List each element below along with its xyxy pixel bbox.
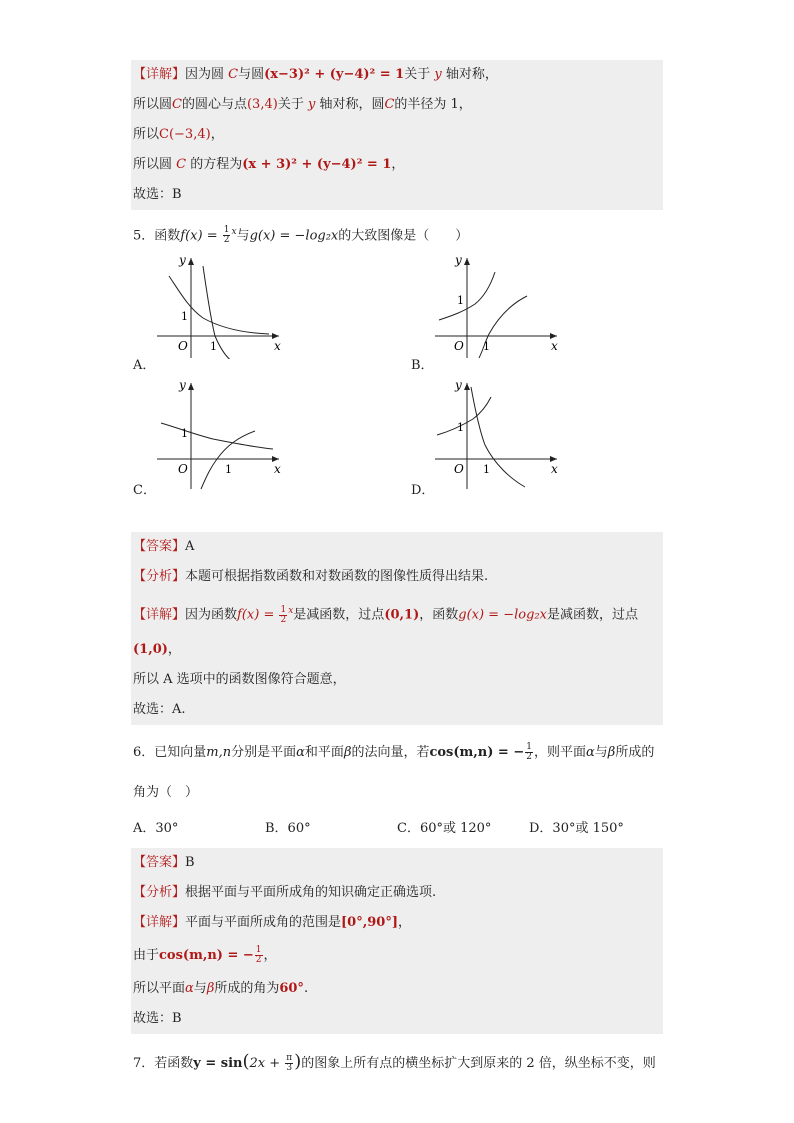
var-C: C (384, 97, 395, 112)
var-y: y (434, 67, 442, 82)
func-f: f(x) = (180, 228, 222, 244)
tick-one-x: 1 (210, 340, 217, 354)
choice-c: C．60°或 120° (397, 820, 492, 836)
text: 所以圆 (133, 97, 173, 112)
text: 因为函数 (185, 607, 238, 623)
var-C: C (228, 67, 239, 82)
q6-analysis-line (131, 878, 663, 908)
text: ， (167, 641, 181, 657)
analysis-tag: 【分析】 (133, 569, 186, 585)
text: 是减函数，过点 (293, 607, 385, 623)
option-d-label: D． (411, 483, 435, 499)
text: 角为（ ） (133, 784, 199, 800)
var-beta: β (206, 980, 215, 996)
axis-y-label: y (455, 379, 462, 393)
text: 与 (193, 980, 207, 996)
text: 的法向量，若 (351, 744, 430, 760)
origin-label: O (454, 462, 464, 477)
text: ，函数 (419, 607, 459, 623)
text: ， (391, 157, 405, 172)
circle-equation: (x−3)² + (y−4)² = 1 (264, 67, 405, 82)
text: 7．若函数 (133, 1055, 194, 1071)
fraction (255, 946, 263, 965)
var-C: C (172, 97, 182, 112)
q6-answer-block (131, 848, 663, 1034)
func-g: g(x) = −log₂x (458, 607, 547, 623)
q5-analysis-line (131, 562, 663, 592)
text: ， (398, 914, 412, 930)
text: 6．已知向量 (133, 744, 207, 760)
text: 与 (236, 228, 250, 244)
question-6 (131, 731, 663, 775)
fraction (285, 1054, 293, 1073)
q6-detail-line-1 (131, 908, 663, 938)
tick-one-x: 1 (225, 463, 232, 477)
choice-a: A．30° (133, 820, 179, 836)
origin-label: O (178, 339, 188, 354)
text: 轴对称， (441, 67, 498, 82)
text: 关于 (404, 67, 435, 82)
var-alpha: α (586, 744, 595, 760)
func-y: y = sin (193, 1055, 243, 1071)
axis-x-label: x (551, 339, 558, 354)
text: 5．函数 (133, 228, 181, 244)
text: 的圆心与点 (181, 97, 247, 112)
analysis-text: 本题可根据指数函数和对数函数的图像性质得出结果. (185, 569, 489, 585)
frac-num: 1 (526, 741, 532, 752)
graph-c (151, 379, 281, 491)
text: 所以圆 (133, 157, 177, 172)
q5-detail-line-1 (131, 592, 663, 634)
text: 的大致图像是（ ） (338, 228, 469, 244)
text: 所以 A 选项中的函数图像符合题意， (133, 671, 346, 687)
q4-detail-line-5 (131, 180, 663, 210)
text: 关于 (277, 97, 308, 112)
tick-one-x: 1 (483, 463, 490, 477)
choice-b: B．60° (265, 820, 311, 836)
text: 所成的角为 (214, 980, 280, 996)
text: 故选：A. (133, 701, 186, 717)
choice-d: D．30°或 150° (529, 820, 624, 836)
axis-y-label: y (179, 254, 186, 268)
q4-detail-line-2 (131, 90, 663, 120)
text: 所成的 (615, 744, 655, 760)
detail-tag: 【详解】 (133, 914, 186, 930)
angle-value: 60° (279, 980, 304, 996)
text: 由于 (133, 947, 160, 963)
point: (1,0) (133, 641, 168, 657)
fraction (223, 226, 231, 245)
question-6-line-2 (131, 775, 663, 811)
exponent: x (231, 227, 237, 237)
axis-y-label: y (455, 254, 462, 268)
q5-detail-line-4 (131, 695, 663, 725)
angle-range: [0°,90°] (341, 914, 398, 930)
text: 与圆 (238, 67, 265, 82)
paren-close: ) (294, 1050, 302, 1072)
frac-den: 2 (255, 954, 262, 965)
text: 所以平面 (133, 980, 186, 996)
text: . (303, 980, 309, 996)
axis-x-label: x (274, 462, 281, 477)
var-y: y (307, 97, 316, 112)
q6-detail-line-4 (131, 1004, 663, 1034)
origin-label: O (454, 339, 464, 354)
q5-detail-line-3 (131, 665, 663, 695)
text: 平面与平面所成角的范围是 (185, 914, 342, 930)
tick-one-y: 1 (457, 421, 464, 435)
text: ， (210, 127, 224, 142)
var-C: C (176, 157, 187, 172)
text: 故选：B (133, 1010, 182, 1026)
inner-expr: 2x + (249, 1055, 285, 1071)
option-c-label: C． (133, 483, 156, 499)
analysis-text: 根据平面与平面所成角的知识确定正确选项. (185, 884, 437, 900)
question-7 (131, 1040, 663, 1086)
q6-answer-line (131, 848, 663, 878)
q4-detail-block (131, 60, 663, 210)
var-alpha: α (296, 744, 305, 760)
fraction (525, 743, 533, 762)
func-g: g(x) = −log₂x (249, 228, 339, 244)
q4-detail-line-1 (131, 60, 663, 90)
q5-answer-line (131, 532, 663, 562)
origin-label: O (178, 462, 188, 477)
graph-d (429, 379, 559, 491)
fraction (279, 606, 287, 625)
point: (3,4) (246, 97, 278, 112)
text: ， (263, 947, 277, 963)
frac-num: 1 (280, 604, 287, 615)
text: 分别是平面 (231, 744, 297, 760)
paren-open: ( (242, 1050, 250, 1072)
page-content (131, 60, 663, 1086)
frac-den: 3 (286, 1062, 293, 1073)
circle-equation: (x + 3)² + (y−4)² = 1 (242, 157, 392, 172)
q4-detail-line-4 (131, 150, 663, 180)
text: 的方程为 (186, 157, 243, 172)
text: 和平面 (304, 744, 344, 760)
answer-value: B (185, 854, 195, 870)
text: 轴对称，圆 (315, 97, 385, 112)
frac-num: π (286, 1052, 293, 1063)
cos-expr: cos(m,n) = − (429, 744, 525, 760)
analysis-tag: 【分析】 (133, 884, 186, 900)
point: (0,1) (384, 607, 420, 623)
cos-expr: cos(m,n) = − (159, 947, 254, 963)
q5-detail-line-2 (131, 635, 663, 665)
text: 因为圆 (185, 67, 229, 82)
tick-one-x: 1 (483, 340, 490, 354)
text: 故选：B (133, 187, 182, 202)
frac-den: 2 (526, 751, 532, 762)
tick-one-y: 1 (181, 427, 188, 441)
tick-one-y: 1 (181, 310, 188, 324)
text: 是减函数，过点 (546, 607, 638, 623)
q6-detail-line-2 (131, 938, 663, 974)
graph-a (151, 254, 281, 359)
var-alpha: α (185, 980, 194, 996)
q6-choices (131, 811, 663, 842)
var-beta: β (343, 744, 352, 760)
frac-num: 1 (223, 225, 230, 236)
text: 与 (594, 744, 608, 760)
vectors: m,n (206, 744, 232, 760)
option-b-label: B． (411, 358, 434, 374)
text: ，则平面 (533, 744, 586, 760)
frac-den: 2 (280, 614, 287, 625)
q6-detail-line-3 (131, 974, 663, 1004)
q5-answer-block (131, 532, 663, 724)
option-a-label: A． (133, 358, 156, 374)
graph-b (429, 254, 559, 359)
func-f: f(x) = (237, 607, 279, 623)
detail-tag: 【详解】 (133, 67, 186, 82)
q4-detail-line-3 (131, 120, 663, 150)
frac-num: 1 (255, 944, 262, 955)
question-5 (131, 214, 663, 254)
q5-option-graphs (131, 254, 663, 524)
var-beta: β (607, 744, 616, 760)
text: 的图象上所有点的横坐标扩大到原来的 2 倍，纵坐标不变，则 (301, 1055, 656, 1071)
detail-tag: 【详解】 (133, 607, 186, 623)
text: 的半径为 1， (394, 97, 472, 112)
tick-one-y: 1 (457, 294, 464, 308)
frac-den: 2 (223, 235, 230, 246)
exponent: x (288, 606, 294, 617)
center-point: C(−3,4) (159, 127, 211, 142)
answer-tag: 【答案】 (133, 539, 186, 555)
axis-x-label: x (551, 462, 558, 477)
axis-y-label: y (179, 379, 186, 393)
answer-tag: 【答案】 (133, 854, 186, 870)
text: 所以 (133, 127, 160, 142)
axis-x-label: x (274, 339, 281, 354)
answer-value: A (185, 539, 195, 555)
